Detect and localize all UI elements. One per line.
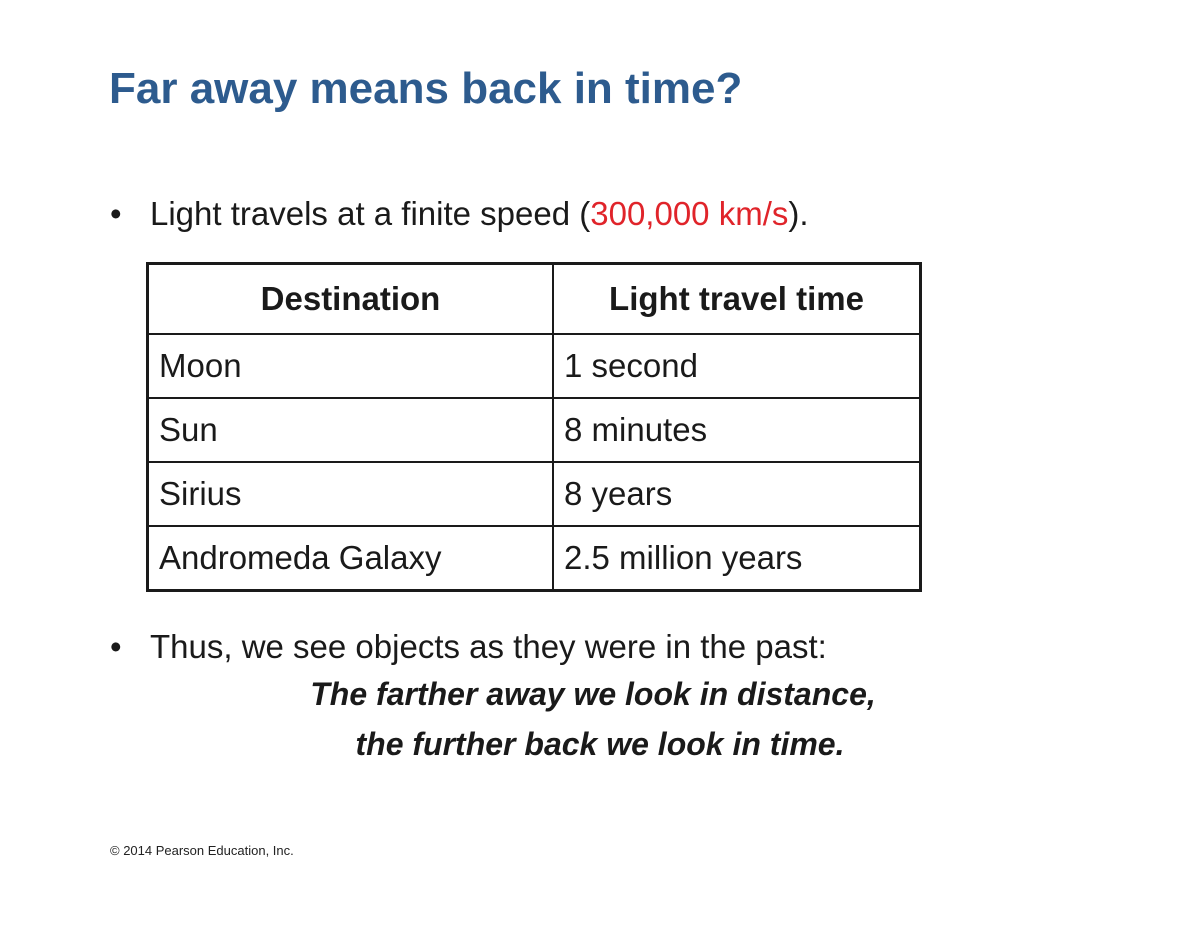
header-destination: Destination — [148, 264, 554, 335]
destination-cell: Sun — [148, 398, 554, 462]
destination-cell: Sirius — [148, 462, 554, 526]
emphasis-line-1: The farther away we look in distance, — [310, 676, 876, 712]
bullet-past-objects — [110, 627, 827, 667]
table-header-row — [148, 264, 921, 335]
table-row — [148, 462, 921, 526]
travel-time-cell: 8 years — [553, 462, 921, 526]
bullet-text: Thus, we see objects as they were in the past: — [150, 628, 827, 665]
destination-cell: Moon — [148, 334, 554, 398]
speed-value: 300,000 km/s — [590, 195, 789, 232]
bullet-marker: • — [110, 195, 122, 232]
bullet-text-prefix: Light travels at a finite speed ( — [150, 195, 591, 232]
bullet-light-speed — [110, 194, 809, 234]
destination-cell: Andromeda Galaxy — [148, 526, 554, 591]
copyright-notice: © 2014 Pearson Education, Inc. — [110, 843, 294, 858]
table-row — [148, 398, 921, 462]
light-travel-table-container — [146, 262, 922, 592]
travel-time-cell: 1 second — [553, 334, 921, 398]
travel-time-cell: 8 minutes — [553, 398, 921, 462]
slide-title: Far away means back in time? — [109, 64, 743, 113]
emphasis-line-2: the further back we look in time. — [355, 726, 845, 762]
light-travel-table — [146, 262, 922, 592]
bullet-marker: • — [110, 628, 122, 665]
table-row — [148, 334, 921, 398]
bullet-text-suffix: ). — [788, 195, 809, 232]
travel-time-cell: 2.5 million years — [553, 526, 921, 591]
table-row — [148, 526, 921, 591]
header-light-travel-time: Light travel time — [553, 264, 921, 335]
